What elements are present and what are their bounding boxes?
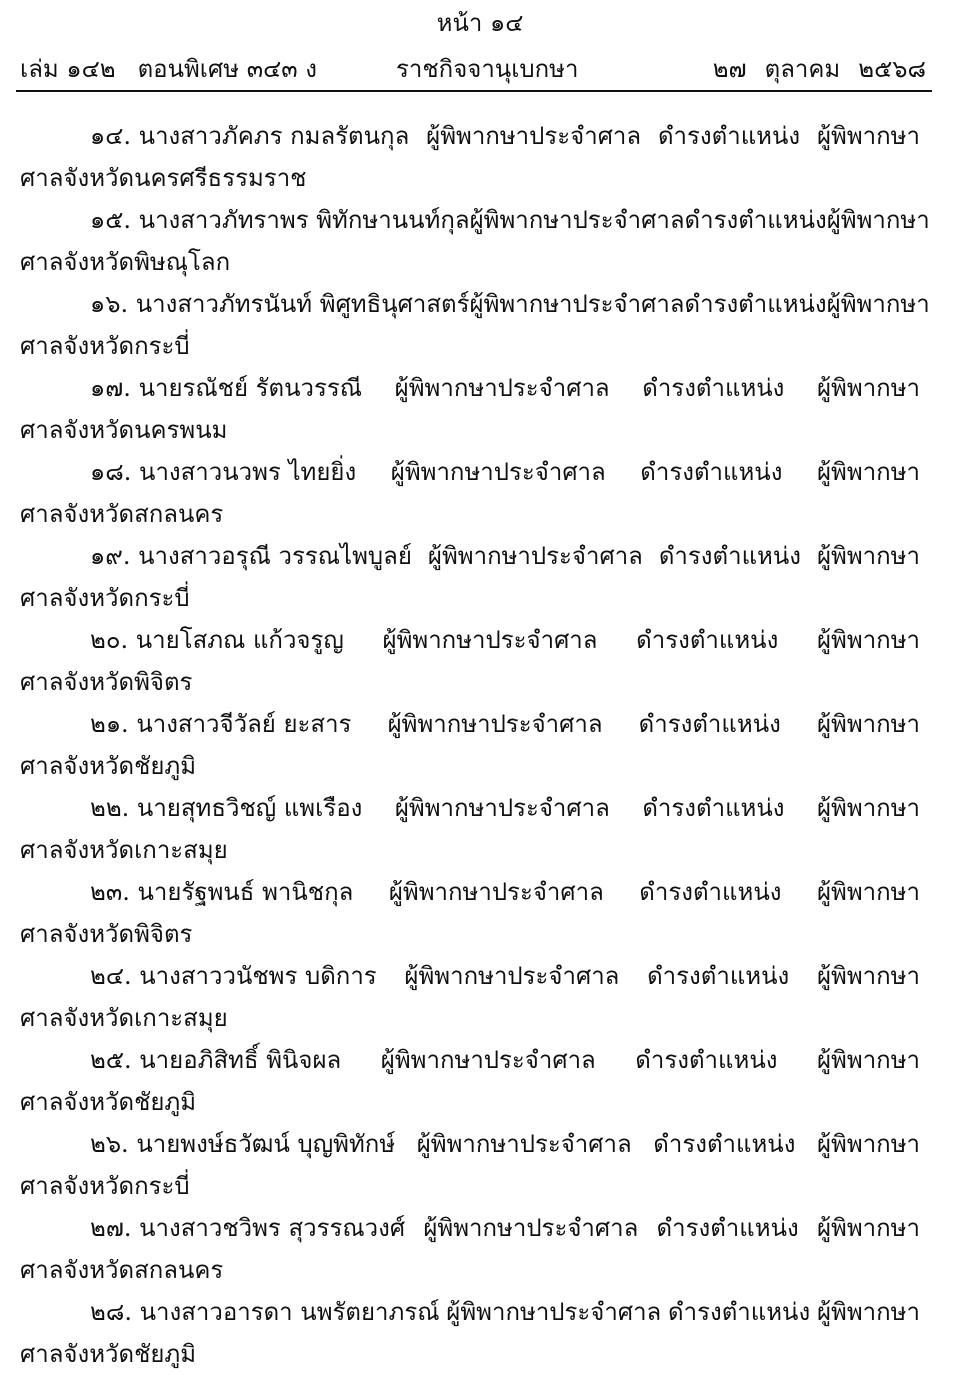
entry-number: ๒๕. xyxy=(90,1046,132,1074)
entry-position: ผู้พิพากษาประจำศาล xyxy=(469,206,685,234)
entry-number-and-name xyxy=(90,370,362,406)
header-left xyxy=(20,54,339,84)
entry-number: ๑๗. xyxy=(90,374,131,402)
entry-court: ศาลจังหวัดนครศรีธรรมราช xyxy=(20,164,307,192)
entry-number: ๑๕. xyxy=(90,206,132,234)
entry-position: ผู้พิพากษาประจำศาล xyxy=(390,458,606,486)
list-item xyxy=(20,872,920,956)
entry-name: นายอภิสิทธิ์ พินิจผล xyxy=(139,1046,342,1074)
entry-action: ดำรงตำแหน่ง xyxy=(656,1214,799,1242)
header-divider xyxy=(16,90,932,92)
entry-first-line xyxy=(20,790,920,826)
entry-first-line xyxy=(20,706,920,742)
entry-position: ผู้พิพากษาประจำศาล xyxy=(469,290,685,318)
entry-court: ศาลจังหวัดพิษณุโลก xyxy=(20,248,231,276)
entry-position: ผู้พิพากษาประจำศาล xyxy=(423,1214,639,1242)
entry-court: ศาลจังหวัดเกาะสมุย xyxy=(20,836,228,864)
entry-action: ดำรงตำแหน่ง xyxy=(653,1130,796,1158)
entry-court: ศาลจังหวัดกระบี่ xyxy=(20,584,190,612)
entry-role: ผู้พิพากษา xyxy=(816,962,920,990)
entry-number: ๒๔. xyxy=(90,962,132,990)
entry-role: ผู้พิพากษา xyxy=(826,206,930,234)
entry-action: ดำรงตำแหน่ง xyxy=(658,542,801,570)
entry-number: ๑๔. xyxy=(90,122,132,150)
entry-name: นายสุทธวิชญ์ แพเรือง xyxy=(136,794,363,822)
entry-role: ผู้พิพากษา xyxy=(816,1214,920,1242)
list-item xyxy=(20,284,930,368)
entry-action: ดำรงตำแหน่ง xyxy=(668,1298,811,1326)
entry-first-line xyxy=(20,538,920,574)
entry-action: ดำรงตำแหน่ง xyxy=(647,962,790,990)
entry-action: ดำรงตำแหน่ง xyxy=(684,290,827,318)
entry-position: ผู้พิพากษาประจำศาล xyxy=(394,794,610,822)
list-item xyxy=(20,1124,920,1208)
entry-name: นางสาวนวพร ไทยยิ่ง xyxy=(139,458,357,486)
entry-role: ผู้พิพากษา xyxy=(816,542,920,570)
entry-name: นายโสภณ แก้วจรูญ xyxy=(135,626,344,654)
entry-action: ดำรงตำแหน่ง xyxy=(639,878,782,906)
entry-court: ศาลจังหวัดเกาะสมุย xyxy=(20,1004,228,1032)
publication-title: ราชกิจจานุเบกษา xyxy=(396,55,579,83)
list-item xyxy=(20,200,930,284)
entry-number-and-name xyxy=(90,790,362,826)
entry-number: ๑๘. xyxy=(90,458,132,486)
volume-label: เล่ม ๑๔๒ xyxy=(20,55,116,83)
entry-role: ผู้พิพากษา xyxy=(816,710,920,738)
entry-number-and-name xyxy=(90,1126,395,1162)
entry-court: ศาลจังหวัดสกลนคร xyxy=(20,1256,224,1284)
entry-number-and-name xyxy=(90,538,412,574)
entry-first-line xyxy=(20,958,920,994)
entry-number-and-name xyxy=(90,622,344,658)
entry-court: ศาลจังหวัดชัยภูมิ xyxy=(20,1340,197,1368)
page-number: หน้า ๑๔ xyxy=(436,9,524,37)
date-year: ๒๕๖๘ xyxy=(858,55,926,83)
entry-position: ผู้พิพากษาประจำศาล xyxy=(427,542,643,570)
entry-name: นางสาวชวิพร สุวรรณวงศ์ xyxy=(139,1214,406,1242)
entry-number-and-name xyxy=(90,1294,440,1330)
date-day: ๒๗ xyxy=(712,55,747,83)
entry-number-and-name xyxy=(90,706,351,742)
entry-action: ดำรงตำแหน่ง xyxy=(635,1046,778,1074)
list-item xyxy=(20,1040,920,1124)
entry-first-line xyxy=(20,370,920,406)
entry-role: ผู้พิพากษา xyxy=(816,1046,920,1074)
entry-first-line xyxy=(20,1210,920,1246)
entry-name: นายรณัชย์ รัตนวรรณี xyxy=(138,374,363,402)
entry-number: ๒๑. xyxy=(90,710,129,738)
entry-first-line xyxy=(20,202,930,238)
list-item xyxy=(20,1292,920,1376)
entry-number: ๒๖. xyxy=(90,1130,129,1158)
entry-action: ดำรงตำแหน่ง xyxy=(642,374,785,402)
entry-first-line xyxy=(20,874,920,910)
date-month: ตุลาคม xyxy=(764,55,841,83)
entry-court: ศาลจังหวัดนครพนม xyxy=(20,416,228,444)
entry-court: ศาลจังหวัดกระบี่ xyxy=(20,1172,190,1200)
entry-court: ศาลจังหวัดพิจิตร xyxy=(20,668,193,696)
entry-role: ผู้พิพากษา xyxy=(816,794,920,822)
entry-number-and-name xyxy=(90,202,470,238)
entry-action: ดำรงตำแหน่ง xyxy=(642,794,785,822)
entry-position: ผู้พิพากษาประจำศาล xyxy=(416,1130,632,1158)
header-date xyxy=(695,54,926,84)
entry-name: นายรัฐพนธ์ พานิชกุล xyxy=(137,878,354,906)
entry-name: นางสาวภัทราพร พิทักษานนท์กุล xyxy=(138,206,470,234)
list-item xyxy=(20,1208,920,1292)
entry-name: นางสาวภัคภร กมลรัตนกุล xyxy=(138,122,410,150)
entry-number-and-name xyxy=(90,958,377,994)
entry-role: ผู้พิพากษา xyxy=(816,458,920,486)
entry-position: ผู้พิพากษาประจำศาล xyxy=(387,710,603,738)
entry-action: ดำรงตำแหน่ง xyxy=(638,710,781,738)
entry-number: ๑๙. xyxy=(90,542,131,570)
entry-action: ดำรงตำแหน่ง xyxy=(657,122,801,150)
entry-position: ผู้พิพากษาประจำศาล xyxy=(404,962,620,990)
entry-first-line xyxy=(20,118,920,154)
entry-action: ดำรงตำแหน่ง xyxy=(684,206,827,234)
entry-court: ศาลจังหวัดชัยภูมิ xyxy=(20,752,197,780)
entry-position: ผู้พิพากษาประจำศาล xyxy=(446,1298,662,1326)
entry-role: ผู้พิพากษา xyxy=(816,122,920,150)
gazette-header xyxy=(20,54,932,84)
list-item xyxy=(20,620,920,704)
entry-court: ศาลจังหวัดพิจิตร xyxy=(20,920,193,948)
entry-first-line xyxy=(20,622,920,658)
entry-position: ผู้พิพากษาประจำศาล xyxy=(388,878,604,906)
entry-number: ๒๒. xyxy=(90,794,130,822)
entry-court: ศาลจังหวัดสกลนคร xyxy=(20,500,224,528)
entry-number-and-name xyxy=(90,454,356,490)
entry-court: ศาลจังหวัดกระบี่ xyxy=(20,332,190,360)
list-item xyxy=(20,452,920,536)
entry-number: ๒๐. xyxy=(90,626,129,654)
issue-label: ตอนพิเศษ ๓๔๓ ง xyxy=(137,55,318,83)
entry-number-and-name xyxy=(90,118,409,154)
entry-role: ผู้พิพากษา xyxy=(816,1130,920,1158)
entry-role: ผู้พิพากษา xyxy=(816,374,920,402)
list-item xyxy=(20,956,920,1040)
entry-name: นางสาววนัชพร บดิการ xyxy=(139,962,377,990)
entry-name: นางสาวอรุณี วรรณไพบูลย์ xyxy=(138,542,412,570)
entry-name: นางสาวจีวัลย์ ยะสาร xyxy=(136,710,352,738)
entry-first-line xyxy=(20,454,920,490)
entry-number: ๒๘. xyxy=(90,1298,132,1326)
entry-position: ผู้พิพากษาประจำศาล xyxy=(382,626,598,654)
entry-name: นายพงษ์ธวัฒน์ บุญพิทักษ์ xyxy=(136,1130,396,1158)
entry-role: ผู้พิพากษา xyxy=(816,1298,920,1326)
entry-name: นางสาวภัทรนันท์ พิศูทธินุศาสตร์ xyxy=(135,290,470,318)
list-item xyxy=(20,116,920,200)
entry-role: ผู้พิพากษา xyxy=(816,878,920,906)
entry-number: ๑๖. xyxy=(90,290,129,318)
entry-first-line xyxy=(20,286,930,322)
entry-role: ผู้พิพากษา xyxy=(816,626,920,654)
list-item xyxy=(20,704,920,788)
appointment-list xyxy=(20,116,930,1376)
entry-number: ๒๓. xyxy=(90,878,130,906)
entry-first-line xyxy=(20,1042,920,1078)
entry-court: ศาลจังหวัดชัยภูมิ xyxy=(20,1088,197,1116)
entry-action: ดำรงตำแหน่ง xyxy=(640,458,783,486)
list-item xyxy=(20,536,920,620)
entry-action: ดำรงตำแหน่ง xyxy=(636,626,779,654)
entry-first-line xyxy=(20,1126,920,1162)
entry-number-and-name xyxy=(90,874,353,910)
entry-first-line xyxy=(20,1294,920,1330)
entry-role: ผู้พิพากษา xyxy=(826,290,930,318)
entry-position: ผู้พิพากษาประจำศาล xyxy=(426,122,642,150)
entry-position: ผู้พิพากษาประจำศาล xyxy=(380,1046,596,1074)
list-item xyxy=(20,788,920,872)
entry-number: ๒๗. xyxy=(90,1214,132,1242)
entry-number-and-name xyxy=(90,286,470,322)
list-item xyxy=(20,368,920,452)
entry-name: นางสาวอารดา นพรัตยาภรณ์ xyxy=(139,1298,440,1326)
entry-number-and-name xyxy=(90,1210,405,1246)
entry-number-and-name xyxy=(90,1042,341,1078)
entry-position: ผู้พิพากษาประจำศาล xyxy=(394,374,610,402)
